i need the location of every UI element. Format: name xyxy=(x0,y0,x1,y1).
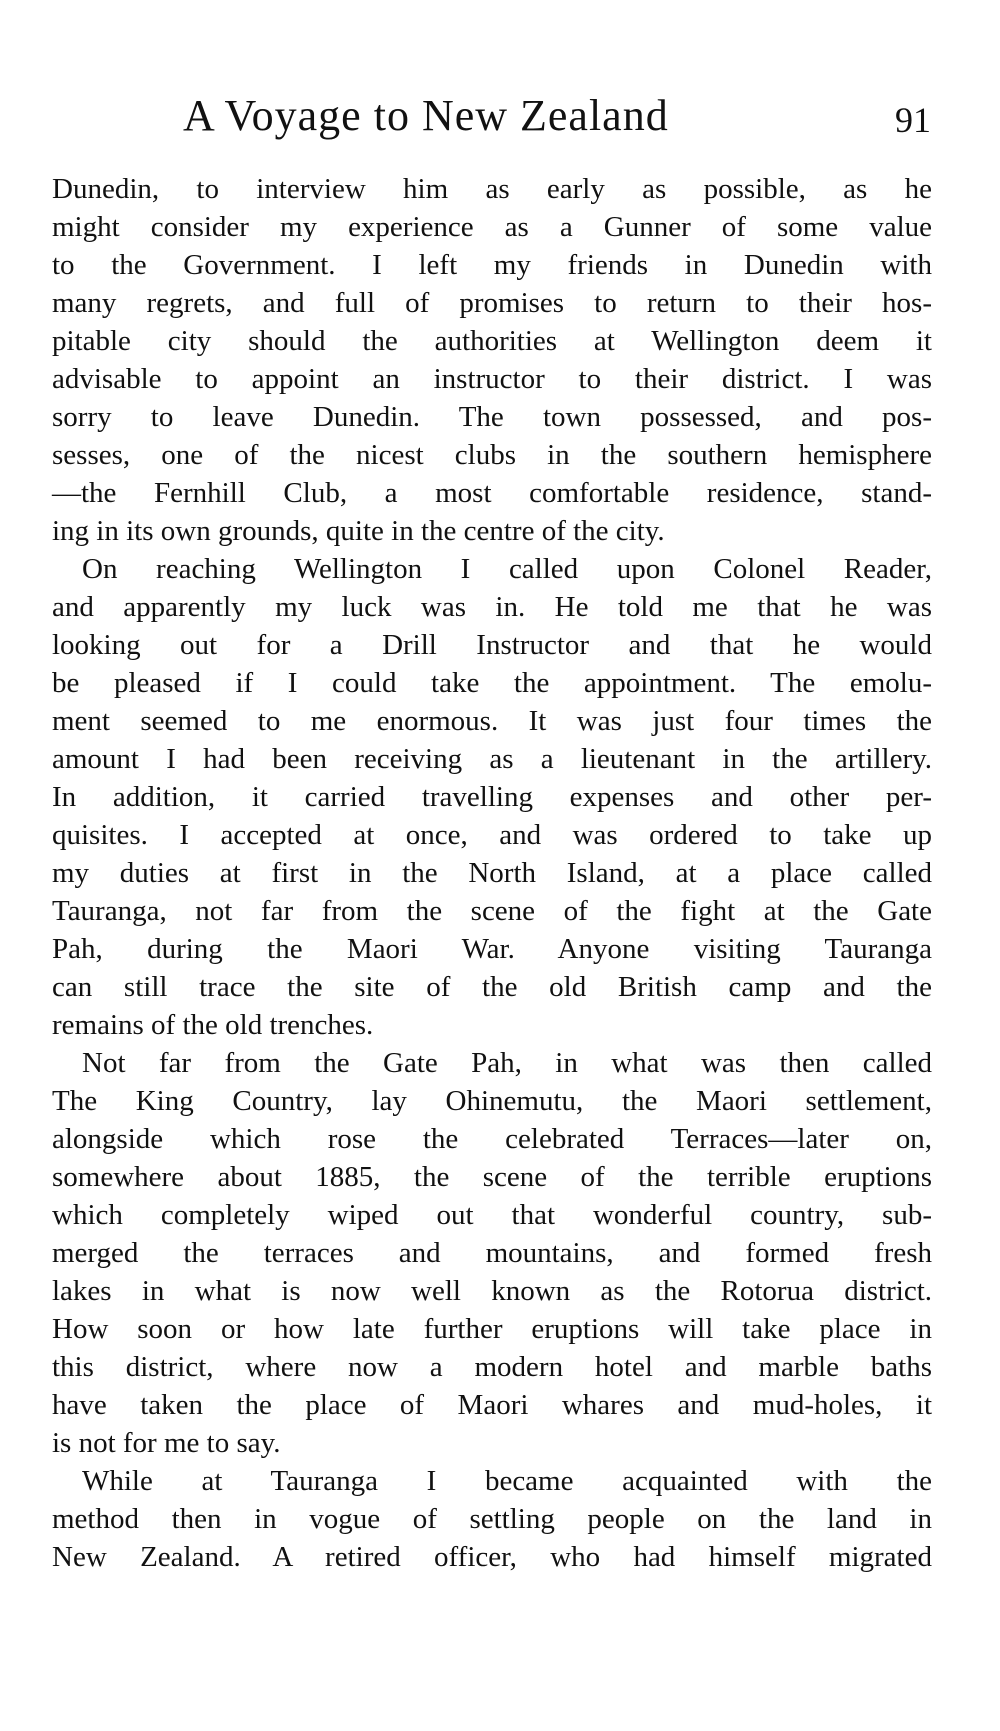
text-line: looking out for a Drill Instructor and that he would xyxy=(52,629,932,661)
text-line: Pah, during the Maori War. Anyone visiting Tauranga xyxy=(52,933,932,965)
text-line: sesses, one of the nicest clubs in the southern hemisphere xyxy=(52,439,932,471)
text-line: ment seemed to me enormous. It was just four times the xyxy=(52,705,932,737)
text-line: Dunedin, to interview him as early as possible, as he xyxy=(52,173,932,205)
text-line: amount I had been receiving as a lieutenant in the artillery. xyxy=(52,743,932,775)
body-text xyxy=(52,170,932,1576)
text-line: How soon or how late further eruptions will take place in xyxy=(52,1313,932,1345)
text-line: Not far from the Gate Pah, in what was then called xyxy=(82,1047,932,1079)
text-line: to the Government. I left my friends in Dunedin with xyxy=(52,249,932,281)
text-line: have taken the place of Maori whares and mud-holes, it xyxy=(52,1389,932,1421)
text-line: my duties at first in the North Island, at a place called xyxy=(52,857,932,889)
text-line: somewhere about 1885, the scene of the terrible eruptions xyxy=(52,1161,932,1193)
text-line: sorry to leave Dunedin. The town possessed, and pos- xyxy=(52,401,932,433)
paragraph-3 xyxy=(52,1044,932,1462)
text-line: quisites. I accepted at once, and was ordered to take up xyxy=(52,819,932,851)
text-line: In addition, it carried travelling expenses and other per- xyxy=(52,781,932,813)
text-line: can still trace the site of the old British camp and the xyxy=(52,971,932,1003)
paragraph-4 xyxy=(52,1462,932,1576)
text-line: be pleased if I could take the appointment. The emolu- xyxy=(52,667,932,699)
text-line: remains of the old trenches. xyxy=(52,1009,374,1041)
text-line: is not for me to say. xyxy=(52,1427,281,1459)
text-line: —the Fernhill Club, a most comfortable residence, stand- xyxy=(52,477,932,509)
text-line: advisable to appoint an instructor to their district. I was xyxy=(52,363,932,395)
text-line: method then in vogue of settling people on the land in xyxy=(52,1503,932,1535)
running-header xyxy=(0,86,1000,146)
text-line: merged the terraces and mountains, and formed fresh xyxy=(52,1237,932,1269)
text-line: many regrets, and full of promises to return to their hos- xyxy=(52,287,932,319)
text-line: Tauranga, not far from the scene of the fight at the Gate xyxy=(52,895,932,927)
text-line: this district, where now a modern hotel and marble baths xyxy=(52,1351,932,1383)
text-line: and apparently my luck was in. He told me that he was xyxy=(52,591,932,623)
text-line: On reaching Wellington I called upon Colonel Reader, xyxy=(82,553,932,585)
page-number: 91 xyxy=(895,100,931,140)
paragraph-1 xyxy=(52,170,932,550)
text-line: which completely wiped out that wonderful country, sub- xyxy=(52,1199,932,1231)
paragraph-2 xyxy=(52,550,932,1044)
text-line: pitable city should the authorities at Wellington deem it xyxy=(52,325,932,357)
text-line: might consider my experience as a Gunner of some value xyxy=(52,211,932,243)
chapter-title: A Voyage to New Zealand xyxy=(183,91,669,140)
text-line: ing in its own grounds, quite in the centre of the city. xyxy=(52,515,665,547)
text-line: lakes in what is now well known as the Rotorua district. xyxy=(52,1275,932,1307)
text-line: alongside which rose the celebrated Terraces—later on, xyxy=(52,1123,932,1155)
text-line: The King Country, lay Ohinemutu, the Maori settlement, xyxy=(52,1085,932,1117)
text-line: While at Tauranga I became acquainted with the xyxy=(82,1465,932,1497)
text-line: New Zealand. A retired officer, who had himself migrated xyxy=(52,1541,932,1573)
